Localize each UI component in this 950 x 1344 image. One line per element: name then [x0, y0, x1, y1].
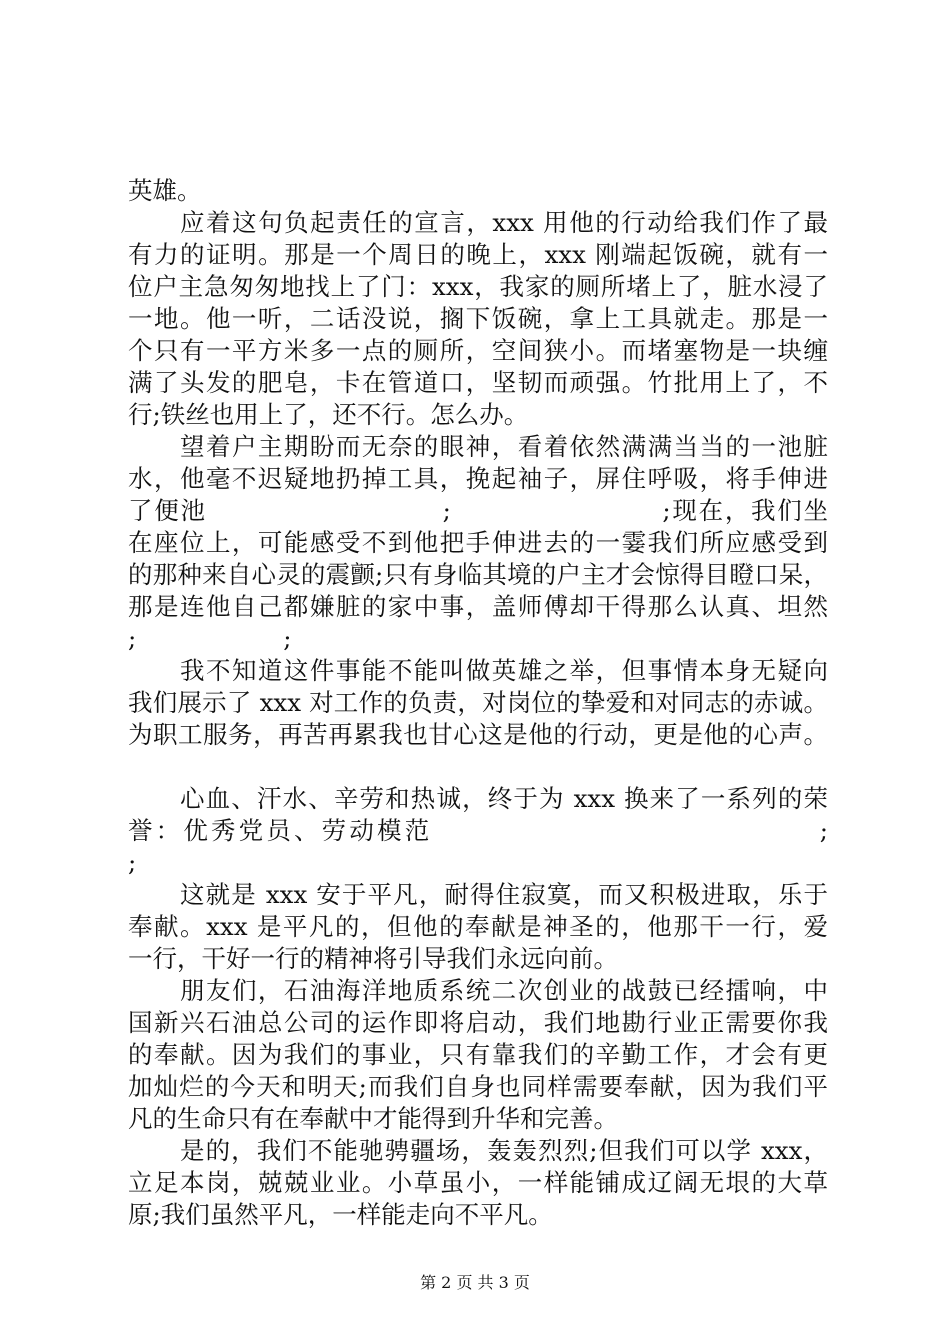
paragraph-first-line: 朋友们，石油海洋地质系统二次创业的战鼓已经擂响，中 [180, 976, 828, 1005]
text-line: 个只有一平方米多一点的厕所，空间狭小。而堵塞物是一块缠 [128, 336, 828, 365]
text-line: 奉献。xxx 是平凡的，但他的奉献是神圣的，他那干一行，爱 [128, 912, 828, 941]
page-footer: 第 2 页 共 3 页 [420, 1273, 530, 1292]
paragraph-first-line: 这就是 xxx 安于平凡，耐得住寂寞，而又积极进取，乐于 [180, 880, 828, 909]
text-line: 水，他毫不迟疑地扔掉工具，挽起袖子，屏住呼吸，将手伸进 [128, 464, 828, 493]
text-line: 凡的生命只有在奉献中才能得到升华和完善。 [128, 1104, 618, 1133]
text-line: 为职工服务，再苦再累我也甘心这是他的行动，更是他的心声。 [128, 720, 828, 749]
text-line: 有力的证明。那是一个周日的晚上，xxx 刚端起饭碗，就有一 [128, 240, 828, 269]
text-line: 那是连他自己都嫌脏的家中事，盖师傅却干得那么认真、坦然 [128, 592, 828, 621]
text-line: 英雄。 [128, 176, 202, 205]
text-line: 誉：优秀党员、劳动模范 ; [128, 816, 828, 845]
text-line: 加灿烂的今天和明天;而我们自身也同样需要奉献，因为我们平 [128, 1072, 828, 1101]
text-line: 位户主急匆匆地找上了门：xxx，我家的厕所堵上了，脏水浸了 [128, 272, 828, 301]
text-line: 的奉献。因为我们的事业，只有靠我们的辛勤工作，才会有更 [128, 1040, 828, 1069]
text-line: 国新兴石油总公司的运作即将启动，我们地勘行业正需要你我 [128, 1008, 828, 1037]
text-line: 我们展示了 xxx 对工作的负责，对岗位的挚爱和对同志的赤诚。 [128, 688, 828, 717]
text-line: 满了头发的肥皂，卡在管道口，坚韧而顽强。竹批用上了，不 [128, 368, 828, 397]
paragraph-first-line: 我不知道这件事能不能叫做英雄之举，但事情本身无疑向 [180, 656, 828, 685]
text-line: 立足本岗，兢兢业业。小草虽小，一样能铺成辽阔无垠的大草 [128, 1168, 828, 1197]
text-line: 的那种来自心灵的震颤;只有身临其境的户主才会惊得目瞪口呆， [128, 560, 828, 589]
paragraph-first-line: 心血、汗水、辛劳和热诚，终于为 xxx 换来了一系列的荣 [180, 784, 828, 813]
text-line: 原;我们虽然平凡，一样能走向不平凡。 [128, 1200, 553, 1229]
paragraph-first-line: 望着户主期盼而无奈的眼神，看着依然满满当当的一池脏 [180, 432, 828, 461]
paragraph-first-line: 应着这句负起责任的宣言，xxx 用他的行动给我们作了最 [180, 208, 828, 237]
paragraph-first-line: 是的，我们不能驰骋疆场，轰轰烈烈;但我们可以学 xxx， [180, 1136, 828, 1165]
text-line: 在座位上，可能感受不到他把手伸进去的一霎我们所应感受到 [128, 528, 828, 557]
text-line: 了便池 ; ;现在，我们坐 [128, 496, 828, 525]
text-line: 一行，干好一行的精神将引导我们永远向前。 [128, 944, 618, 973]
text-line: ; [128, 848, 137, 877]
text-line: 一地。他一听，二话没说，搁下饭碗，拿上工具就走。那是一 [128, 304, 828, 333]
text-line: ; ; [128, 624, 292, 653]
text-line: 行;铁丝也用上了，还不行。怎么办。 [128, 400, 529, 429]
